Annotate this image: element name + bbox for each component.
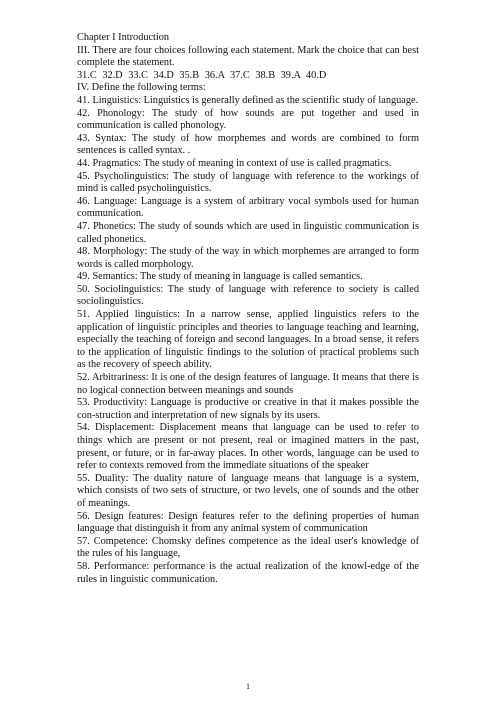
definition-49: 49. Semantics: The study of meaning in language is called semantics. (77, 271, 363, 283)
section-iii-instruction: III. There are four choices following each statement. Mark the choice that can best complete the statement. (77, 44, 419, 69)
answer-key: 31.C 32.D 33.C 34.D 35.B 36.A 37.C 38.B 39.A 40.D (77, 69, 327, 81)
chapter-title: Chapter I Introduction (77, 32, 170, 43)
section-iv-heading: IV. Define the following terms: (77, 82, 206, 94)
definition-46: 46. Language: Language is a system of arbitrary vocal symbols used for human communication. (77, 195, 419, 220)
definition-51: 51. Applied linguistics: In a narrow sense, applied linguistics refers to the application of linguistic principles and theories to language teaching and learning, especially the teaching of foreign and second languages. In a broad sense, it refers to the application of linguistic findings to the solution of practical problems such as the recovery of speech ability. (77, 309, 419, 371)
definition-45: 45. Psycholinguistics: The study of language with reference to the workings of mind is called psycholinguistics. (77, 170, 419, 195)
definition-43: 43. Syntax: The study of how morphemes and words are combined to form sentences is called syntax. . (77, 132, 419, 157)
definition-57: 57. Competence: Chomsky defines competence as the ideal user's knowledge of the rules of his language, (77, 535, 419, 560)
definition-48: 48. Morphology: The study of the way in which morphemes are arranged to form words is called morphology. (77, 246, 419, 270)
definition-41: 41. Linguistics: Linguistics is generally defined as the scientific study of language. (77, 94, 419, 106)
definition-50: 50. Sociolinguistics: The study of language with reference to society is called sociolinguistics. (77, 283, 419, 308)
page-number: 1 (246, 682, 250, 691)
definition-53: 53. Productivity: Language is productive or creative in that it makes possible the con-struction and interpretation of new signals by its users. (77, 397, 419, 421)
definition-47: 47. Phonetics: The study of sounds which are used in linguistic communication is called phonetics. (77, 220, 419, 245)
definition-54: 54. Displacement: Displacement means that language can be used to refer to things which are present or not present, real or imagined matters in the past, present, or future, or in far-away places. In other words, language can be used to refer to contexts removed from the immediate situations of the speaker (77, 422, 419, 472)
definition-52: 52. Arbitrariness: It is one of the design features of language. It means that there is no logical connection between meanings and sounds (77, 372, 419, 396)
definition-58: 58. Performance: performance is the actual realization of the knowl-edge of the rules in linguistic communication. (77, 560, 419, 585)
definition-56: 56. Design features: Design features refer to the defining properties of human language that distinguish it from any animal system of communication (77, 510, 419, 535)
definition-42: 42. Phonology: The study of how sounds are put together and used in communication is called phonology. (77, 107, 419, 132)
definition-44: 44. Pragmatics: The study of meaning in context of use is called pragmatics. (77, 157, 392, 169)
definition-55: 55. Duality: The duality nature of language means that language is a system, which consists of two sets of structure, or two levels, one of sounds and the other of meanings. (77, 472, 419, 509)
